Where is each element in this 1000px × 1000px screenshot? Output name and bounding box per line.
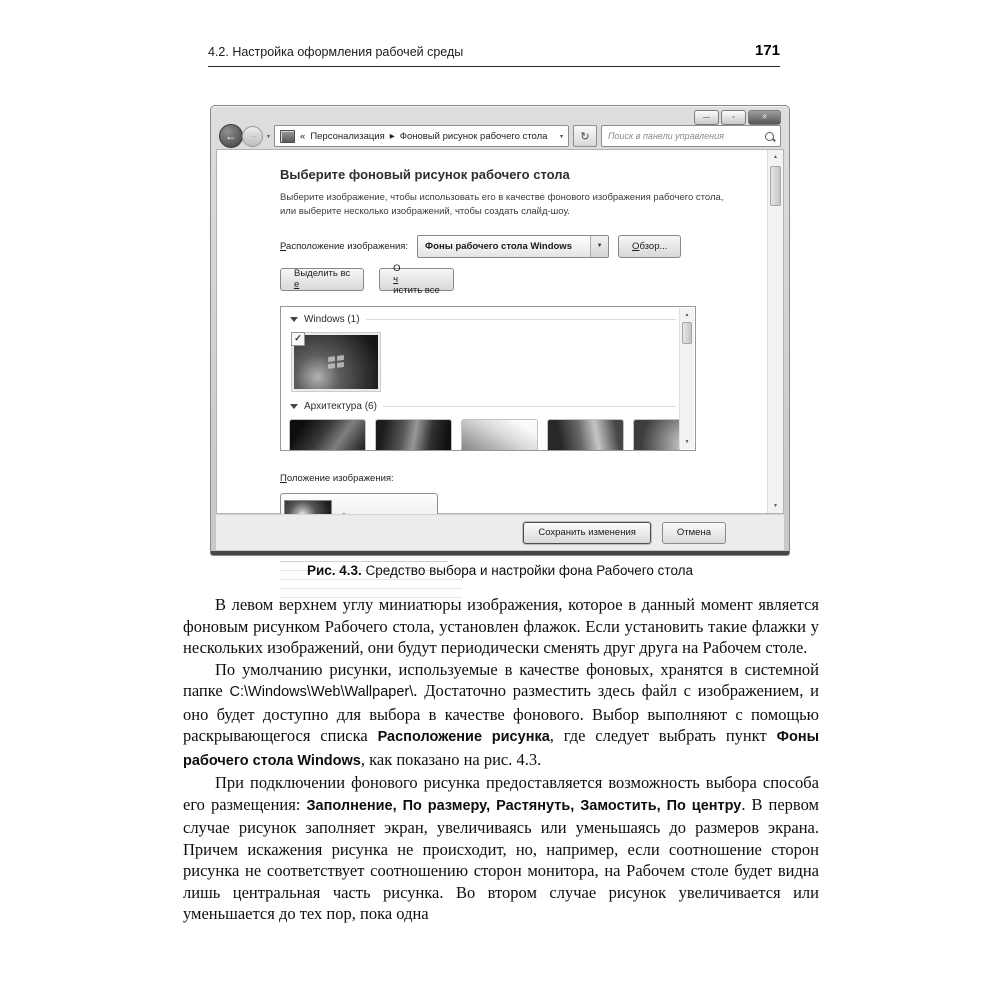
architecture-thumbnail-2[interactable] — [376, 420, 451, 450]
figure-caption-text: Средство выбора и настройки фона Рабочего стола — [361, 563, 694, 578]
group-collapse-icon[interactable] — [290, 404, 298, 409]
main-scrollbar[interactable] — [767, 150, 783, 513]
content-pane — [217, 150, 768, 513]
ui-term: Расположение рисунка — [377, 729, 550, 745]
architecture-thumbnail-1[interactable] — [290, 420, 365, 450]
group-divider — [366, 319, 676, 320]
maximize-icon: ▫ — [732, 114, 735, 121]
forward-icon: → — [247, 130, 258, 141]
group-header-windows[interactable] — [290, 314, 676, 325]
minimize-button[interactable] — [694, 110, 719, 125]
paragraph-1: В левом верхнем углу миниатюры изображения, которое в данный момент является фоновым рисунком Рабочего стола, установлен флажок. Если установить такие флажки у нескольких изображений, они будут периодически сменять друг друга на Рабочем столе. — [183, 595, 819, 657]
wallpaper-list[interactable] — [280, 306, 696, 451]
clear-all-label: О ч истить все — [393, 262, 440, 296]
dialog-title: Выберите фоновый рисунок рабочего стола — [280, 167, 570, 182]
browse-button-label: Обзор... — [632, 240, 668, 252]
breadcrumb-chevron[interactable]: « — [300, 130, 306, 142]
windows-flag-icon — [328, 355, 344, 368]
browse-button[interactable] — [618, 235, 681, 258]
windows-logo-wallpaper — [294, 335, 378, 389]
refresh-icon: ↻ — [580, 130, 590, 143]
search-placeholder: Поиск в панели управления — [608, 131, 724, 141]
search-icon — [765, 132, 774, 141]
address-toolbar — [219, 125, 781, 147]
faded-line — [280, 579, 462, 580]
forward-button[interactable] — [242, 126, 263, 147]
body-text — [183, 594, 819, 925]
architecture-thumbnail-3[interactable] — [462, 420, 537, 450]
group-collapse-icon[interactable] — [290, 317, 298, 322]
caption-buttons — [694, 110, 781, 125]
minimize-icon: — — [703, 114, 710, 121]
breadcrumb-personalization[interactable]: Персонализация — [310, 130, 385, 142]
picture-location-select[interactable] — [417, 235, 609, 258]
group-header-architecture[interactable] — [290, 401, 676, 412]
dialog-description: Выберите изображение, чтобы использовать его в качестве фонового изображения рабочего стола, или выберите несколько изображений, чтобы создать слайд-шоу. — [280, 192, 724, 218]
dialog-footer — [216, 514, 784, 550]
scroll-up-icon[interactable]: ▲ — [684, 311, 690, 318]
address-bar[interactable] — [274, 125, 569, 147]
check-icon: ✓ — [294, 333, 302, 343]
back-icon: ← — [225, 129, 237, 143]
save-changes-button[interactable]: Сохранить изменения — [523, 522, 651, 544]
file-path: C:\Windows\Web\Wallpaper\ — [229, 684, 414, 700]
ui-term: Заполнение, По размеру, Растянуть, Замостить, По центру — [306, 797, 742, 814]
picture-position-label: Положение изображения: — [280, 472, 394, 484]
select-all-button[interactable] — [280, 268, 364, 291]
picture-location-row — [280, 235, 768, 258]
scroll-up-icon[interactable]: ▲ — [773, 154, 778, 160]
architecture-thumbnails-row — [290, 420, 676, 450]
figure-caption — [100, 563, 900, 578]
section-title: 4.2. Настройка оформления рабочей среды — [208, 45, 464, 59]
control-panel-window — [210, 105, 790, 556]
refresh-button[interactable] — [573, 125, 597, 147]
page-header — [208, 42, 780, 67]
window-bottom-border — [211, 551, 789, 555]
wallpaper-list-inner — [281, 307, 680, 450]
list-scrollbar[interactable] — [679, 308, 694, 449]
chevron-down-icon[interactable]: ▼ — [590, 236, 608, 257]
nav-history-dropdown[interactable]: ▾ — [267, 133, 271, 140]
checkbox-checked[interactable] — [291, 332, 305, 346]
ui-term: Фоны рабочего стола Windows — [183, 729, 819, 769]
paragraph-3: При подключении фонового рисунка предоставляется возможность выбора способа его размещения: Заполнение, По размеру, Растянуть, Замостить, По центру. В первом случае рисунок заполняет экран, увеличиваясь или уменьшаясь до размеров экрана. Причем искажения рисунка не происходит, но, например, если соотношение сторон рисунка не соответствует соотношению сторон монитора, на Рабочем столе будет видна лишь центральная часть рисунка. Во втором случае рисунок увеличивается или уменьшается до тех пор, пока одна — [183, 773, 819, 923]
clear-all-button[interactable] — [379, 262, 454, 296]
scroll-down-icon[interactable]: ▼ — [684, 438, 690, 445]
location-icon — [280, 130, 295, 143]
close-icon: ✕ — [761, 114, 768, 121]
figure-caption-label: Рис. 4.3. — [306, 563, 362, 578]
maximize-button[interactable] — [721, 110, 746, 125]
page-number: 171 — [754, 42, 780, 59]
picture-location-label: Расположение изображения: — [280, 240, 409, 252]
cancel-button[interactable]: Отмена — [662, 522, 726, 544]
main-scrollbar-thumb[interactable] — [770, 166, 781, 206]
breadcrumb-desktop-background[interactable]: Фоновый рисунок рабочего стола — [399, 130, 548, 142]
back-button[interactable] — [219, 124, 243, 148]
search-input[interactable] — [601, 125, 781, 147]
selection-buttons-row — [280, 262, 768, 296]
group-architecture-label: Архитектура (6) — [304, 400, 377, 412]
select-all-label: Выделить вс е — [294, 268, 351, 290]
architecture-thumbnail-5[interactable] — [634, 420, 680, 450]
window-content — [216, 149, 784, 514]
picture-location-value: Фоны рабочего стола Windows — [425, 240, 572, 252]
list-scrollbar-thumb[interactable] — [682, 322, 692, 344]
faded-line — [280, 588, 462, 589]
scroll-down-icon[interactable]: ▼ — [773, 503, 778, 509]
windows-wallpaper-thumbnail[interactable] — [291, 332, 381, 392]
group-windows-label: Windows (1) — [304, 313, 360, 325]
address-dropdown-icon[interactable]: ▾ — [559, 133, 563, 140]
group-divider — [383, 406, 676, 407]
breadcrumb-separator-icon: ▶ — [389, 133, 395, 140]
architecture-thumbnail-4[interactable] — [548, 420, 623, 450]
faded-line — [280, 561, 448, 562]
paragraph-2: По умолчанию рисунки, используемые в качестве фоновых, хранятся в системной папке C:\Windows\Web\Wallpaper\. Достаточно разместить здесь файл с изображением, и оно будет доступно для выбора в качестве фонового. Выбор выполняют с помощью раскрывающегося списка Расположение рисунка, где следует выбрать пункт Фоны рабочего стола Windows, как показано на рис. 4.3. — [183, 659, 819, 769]
close-button[interactable] — [748, 110, 781, 125]
